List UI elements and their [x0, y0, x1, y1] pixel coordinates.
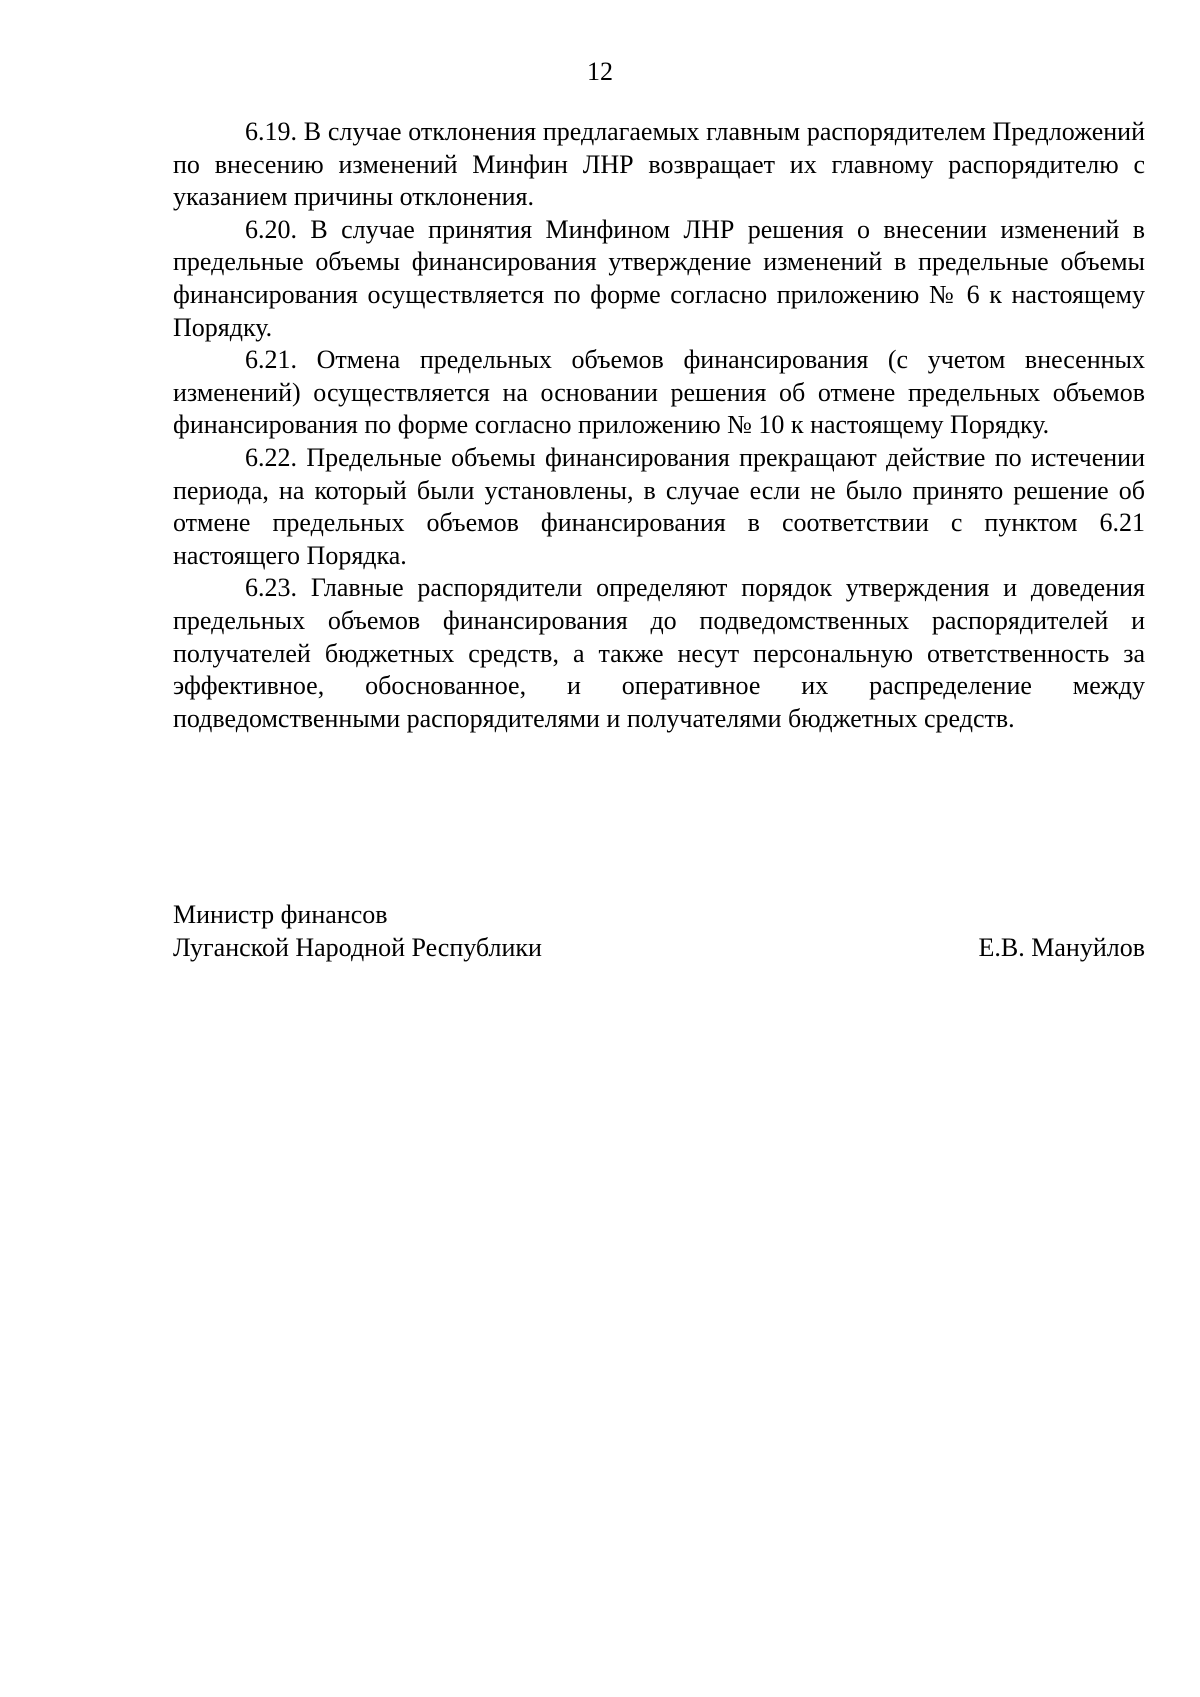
paragraph-6-22: 6.22. Предельные объемы финансирования прекращают действие по истечении периода, на который были установлены, в случае если не было принято решение об отмене предельных объемов финансирования в соответствии с пунктом 6.21 настоящего Порядка. [173, 442, 1145, 570]
paragraph-6-23: 6.23. Главные распорядители определяют порядок утверждения и доведения предельных объемов финансирования до подведомственных распорядителей и получателей бюджетных средств, а также несут персональную ответственность за эффективное, обоснованное, и оперативное их распределение между подведомственными распорядителями и получателями бюджетных средств. [173, 573, 1145, 733]
paragraph-6-20: 6.20. В случае принятия Минфином ЛНР решения о внесении изменений в предельные объемы финансирования утверждение изменений в предельные объемы финансирования осуществляется по форме согласно приложению № 6 к настоящему Порядку. [173, 214, 1145, 342]
signatory-position-line2: Луганской Народной Республики [173, 933, 542, 962]
paragraph-6-21: 6.21. Отмена предельных объемов финансирования (с учетом внесенных изменений) осуществляется на основании решения об отмене предельных объемов финансирования по форме согласно приложению № 10 к настоящему Порядку. [173, 345, 1145, 440]
document-body [173, 116, 1145, 735]
paragraph-6-19: 6.19. В случае отклонения предлагаемых главным распорядителем Предложений по внесению изменений Минфин ЛНР возвращает их главному распорядителю с указанием причины отклонения. [173, 117, 1145, 212]
signature-row [173, 931, 1145, 964]
signatory-position-line1: Министр финансов [173, 900, 388, 929]
signature-block [173, 898, 1145, 964]
page-number: 12 [587, 57, 613, 86]
signatory-name: Е.В. Мануйлов [978, 933, 1145, 962]
